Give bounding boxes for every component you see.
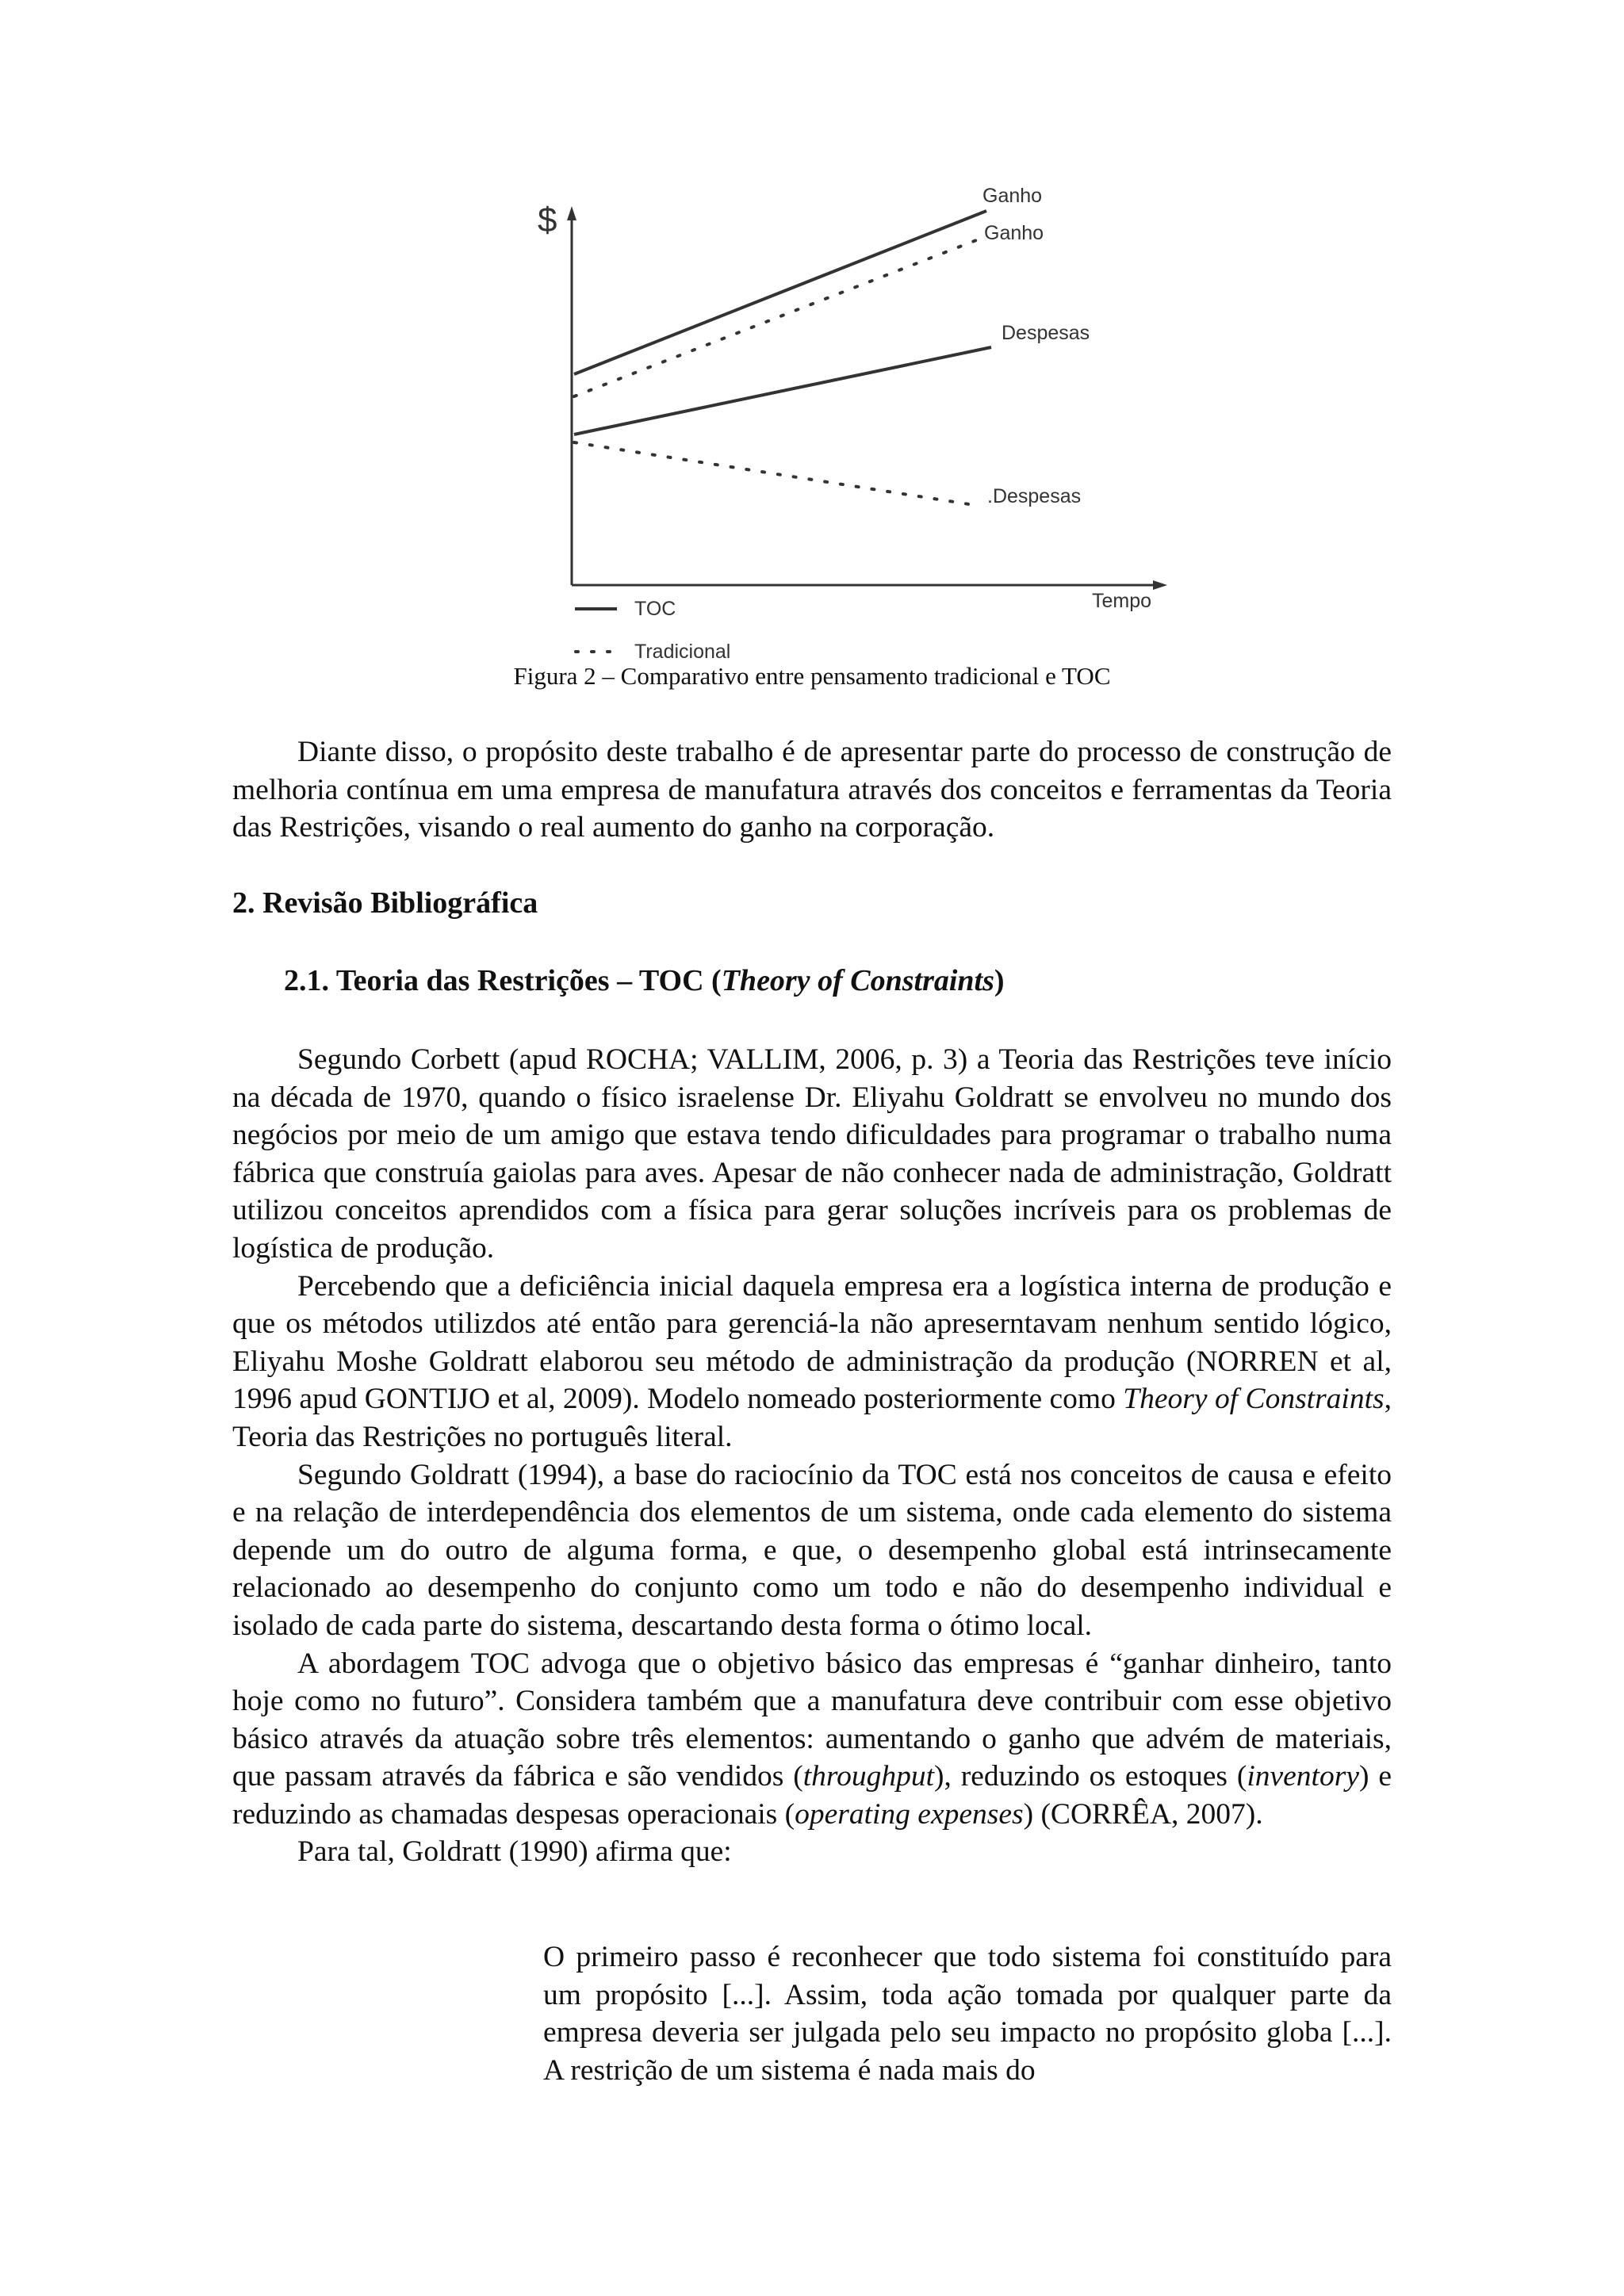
section-2-1-title-suffix: ) — [994, 964, 1005, 997]
traditional-despesas-line — [574, 442, 979, 506]
body-text — [232, 1041, 1392, 1871]
toc-ganho-label: Ganho — [982, 185, 1043, 207]
toc-despesas-line — [574, 347, 991, 434]
traditional-ganho-label: Ganho — [984, 222, 1044, 244]
toc-ganho-line — [574, 211, 986, 374]
body-paragraph-4-part-d: ) (CORRÊA, 2007). — [1023, 1797, 1263, 1831]
term-inventory: inventory — [1247, 1760, 1359, 1793]
x-axis-label: Tempo — [1092, 590, 1152, 612]
x-axis-arrow — [1153, 580, 1167, 590]
section-2-1-title-prefix: 2.1. Teoria das Restrições – TOC ( — [284, 964, 722, 997]
y-axis-symbol: $ — [538, 201, 557, 239]
body-paragraph-4 — [232, 1645, 1392, 1834]
term-operating-expenses: operating expenses — [795, 1797, 1024, 1831]
legend-toc-label: TOC — [634, 598, 676, 620]
traditional-despesas-label: .Despesas — [987, 485, 1082, 507]
body-paragraph-2 — [232, 1268, 1392, 1456]
figure-chart — [508, 182, 1205, 674]
body-paragraph-4-part-b: ), reduzindo os estoques ( — [934, 1760, 1247, 1793]
section-2-1-heading — [284, 963, 1005, 998]
body-paragraph-2-italic: Theory of Constraints — [1123, 1383, 1385, 1416]
traditional-ganho-line — [574, 236, 986, 396]
body-paragraph-2-part-a: Percebendo que a deficiência inicial daquela empresa era a logística interna de produção e que os métodos utilizdos até então para gerenciá-la não apreserntavam nenhum sentido lógico, Eliyahu Moshe Goldratt elaborou seu método de administração da produção (NORREN et al, 1996 apud GONTIJO et al, 2009). Modelo nomeado posteriormente como — [232, 1269, 1392, 1416]
body-paragraph-4-part-a: A abordagem TOC advoga que o objetivo básico das empresas é “ganhar dinheiro, tanto hoje como no futuro”. Considera também que a manufatura deve contribuir com esse objetivo básico através da atuação sobre três elementos: aumentando o ganho que advém de materiais, que passam através da fábrica e são vendidos ( — [232, 1647, 1392, 1793]
term-throughput: throughput — [802, 1760, 935, 1793]
toc-despesas-label: Despesas — [1002, 322, 1090, 344]
legend-traditional-label: Tradicional — [634, 641, 731, 663]
body-paragraph-1: Segundo Corbett (apud ROCHA; VALLIM, 2006, p. 3) a Teoria das Restrições teve início na década de 1970, quando o físico israelense Dr. Eliyahu Goldratt se envolveu no mundo dos negócios por meio de um amigo que estava tendo dificuldades para programar o trabalho numa fábrica que construía gaiolas para aves. Apesar de não conhecer nada de administração, Goldratt utilizou conceitos aprendidos com a física para gerar soluções incríveis para os problemas de logística de produção. — [232, 1043, 1392, 1265]
intro-paragraph: Diante disso, o propósito deste trabalho é de apresentar parte do processo de construção de melhoria contínua em uma empresa de manufatura através dos conceitos e ferramentas da Teoria das Restrições, visando o real aumento do ganho na corporação. — [232, 736, 1392, 844]
comparison-figure — [508, 182, 1205, 674]
body-paragraph-3: Segundo Goldratt (1994), a base do raciocínio da TOC está nos conceitos de causa e efeito e na relação de interdependência dos elementos de um sistema, onde cada elemento do sistema depende um do outro de alguma forma, e que, o desempenho global está intrinsecamente relacionado ao desempenho do conjunto como um todo e não do desempenho individual e isolado de cada parte do sistema, descartando desta forma o ótimo local. — [232, 1458, 1392, 1642]
y-axis-arrow — [567, 206, 576, 220]
body-paragraph-5: Para tal, Goldratt (1990) afirma que: — [297, 1835, 732, 1869]
intro-section — [232, 733, 1392, 847]
section-2-heading: 2. Revisão Bibliográfica — [232, 886, 538, 920]
body-paragraph-2-part-b: , Teoria das Restrições no português literal. — [232, 1383, 1392, 1453]
block-quote: O primeiro passo é reconhecer que todo sistema foi constituído para um propósito [...]. Assim, toda ação tomada por qualquer parte da empresa deveria ser julgada pelo seu impacto no propósito globa [...]. A restrição de um sistema é nada mais do — [543, 1941, 1392, 2087]
figure-caption: Figura 2 – Comparativo entre pensamento tradicional e TOC — [513, 662, 1111, 690]
body-paragraph-4-part-c: ) e reduzindo as chamadas despesas operacionais ( — [232, 1760, 1392, 1831]
section-2-1-title-italic: Theory of Constraints — [721, 964, 994, 997]
